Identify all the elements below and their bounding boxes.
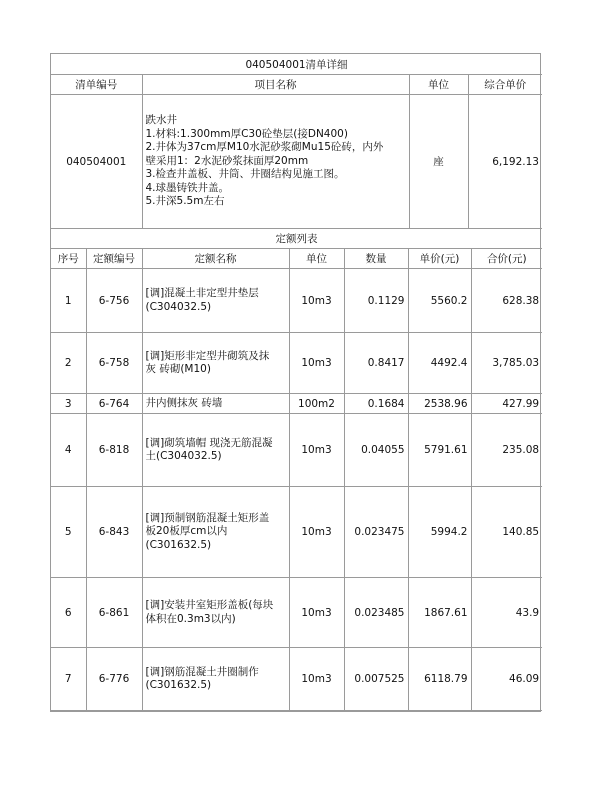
header-price: 综合单价 xyxy=(468,75,542,95)
sheet-title: 040504001清单详细 xyxy=(51,54,542,75)
quota-row xyxy=(51,414,542,487)
quota-table xyxy=(51,229,542,711)
quota-qty: 0.007525 xyxy=(344,648,408,711)
quota-row xyxy=(51,487,542,578)
quota-unit: 10m3 xyxy=(289,414,344,487)
desc-line: 1.材料:1.300mm厚C30砼垫层(接DN400) xyxy=(145,127,348,140)
quota-name-line: 井内侧抹灰 砖墙 xyxy=(145,396,223,409)
quota-name-line: [调]矩形非定型井砌筑及抹 xyxy=(145,349,270,362)
quota-total: 427.99 xyxy=(471,394,542,414)
quota-row xyxy=(51,269,542,333)
quota-seq: 7 xyxy=(51,648,86,711)
item-unit: 座 xyxy=(409,95,468,229)
quota-name-line: 体积在0.3m3以内) xyxy=(145,612,236,625)
bill-item-table xyxy=(51,54,542,229)
quota-unit: 10m3 xyxy=(289,578,344,648)
quota-seq: 3 xyxy=(51,394,86,414)
quota-unit-price: 5791.61 xyxy=(408,414,471,487)
quota-unit-price: 1867.61 xyxy=(408,578,471,648)
quota-name xyxy=(142,648,289,711)
quota-header-seq: 序号 xyxy=(51,249,86,269)
quota-qty: 0.1684 xyxy=(344,394,408,414)
quota-name xyxy=(142,394,289,414)
quota-code: 6-861 xyxy=(86,578,142,648)
quota-header-qty: 数量 xyxy=(344,249,408,269)
quota-total: 235.08 xyxy=(471,414,542,487)
quota-qty: 0.023475 xyxy=(344,487,408,578)
quota-code: 6-776 xyxy=(86,648,142,711)
quota-qty: 0.1129 xyxy=(344,269,408,333)
quota-total: 46.09 xyxy=(471,648,542,711)
header-name: 项目名称 xyxy=(142,75,409,95)
bill-header-row xyxy=(51,75,542,95)
quota-name-line: 板20板厚cm以内 xyxy=(145,525,228,538)
quota-row xyxy=(51,578,542,648)
quota-code: 6-756 xyxy=(86,269,142,333)
quota-unit-price: 2538.96 xyxy=(408,394,471,414)
quota-header-row xyxy=(51,249,542,269)
quota-name-line: [调]混凝土非定型井垫层 xyxy=(145,287,259,299)
quota-qty: 0.04055 xyxy=(344,414,408,487)
quota-total: 3,785.03 xyxy=(471,333,542,394)
quota-unit: 10m3 xyxy=(289,269,344,333)
desc-line: 壁采用1：2水泥砂浆抹面厚20mm xyxy=(145,154,309,167)
quota-code: 6-758 xyxy=(86,333,142,394)
quota-name-line: (C304032.5) xyxy=(145,300,212,313)
quota-title: 定额列表 xyxy=(51,229,542,249)
quota-name-line: 土(C304032.5) xyxy=(145,450,222,462)
quota-unit: 10m3 xyxy=(289,333,344,394)
quota-name-line: 灰 砖砌(M10) xyxy=(145,363,211,375)
quota-name-line: [调]钢筋混凝土井圈制作 xyxy=(145,665,259,678)
quota-header-unit-price: 单价(元) xyxy=(408,249,471,269)
quota-name-line: (C301632.5) xyxy=(145,538,212,551)
quota-seq: 2 xyxy=(51,333,86,394)
quota-code: 6-764 xyxy=(86,394,142,414)
quota-unit-price: 6118.79 xyxy=(408,648,471,711)
quota-total: 628.38 xyxy=(471,269,542,333)
quota-qty: 0.023485 xyxy=(344,578,408,648)
quota-row xyxy=(51,333,542,394)
quota-unit-price: 4492.4 xyxy=(408,333,471,394)
quota-seq: 4 xyxy=(51,414,86,487)
quota-header-total: 合价(元) xyxy=(471,249,542,269)
quota-seq: 5 xyxy=(51,487,86,578)
desc-line: 4.球墨铸铁井盖。 xyxy=(145,181,230,194)
item-price: 6,192.13 xyxy=(468,95,542,229)
quota-row xyxy=(51,394,542,414)
header-unit: 单位 xyxy=(409,75,468,95)
header-code: 清单编号 xyxy=(51,75,142,95)
quota-code: 6-818 xyxy=(86,414,142,487)
quota-name xyxy=(142,578,289,648)
desc-line: 2.井体为37cm厚M10水泥砂浆砌Mu15砼砖，内外 xyxy=(145,141,384,154)
quota-header-unit: 单位 xyxy=(289,249,344,269)
quota-header-name: 定额名称 xyxy=(142,249,289,269)
desc-line: 跌水井 xyxy=(145,114,177,127)
quota-unit: 10m3 xyxy=(289,648,344,711)
quota-name-line: [调]砌筑墙帽 现浇无筋混凝 xyxy=(145,436,273,449)
desc-line: 3.检查井盖板、井筒、井圈结构见施工图。 xyxy=(145,168,345,181)
quota-unit: 10m3 xyxy=(289,487,344,578)
quota-total: 43.9 xyxy=(471,578,542,648)
quota-code: 6-843 xyxy=(86,487,142,578)
quota-rows xyxy=(51,269,542,711)
bill-detail-sheet xyxy=(50,53,541,712)
item-description xyxy=(142,95,409,229)
bill-item-row xyxy=(51,95,542,229)
quota-unit: 100m2 xyxy=(289,394,344,414)
item-code: 040504001 xyxy=(51,95,142,229)
quota-seq: 6 xyxy=(51,578,86,648)
quota-header-code: 定额编号 xyxy=(86,249,142,269)
quota-name xyxy=(142,487,289,578)
desc-line: 5.井深5.5m左右 xyxy=(145,195,225,208)
quota-name-line: [调]预制钢筋混凝土矩形盖 xyxy=(145,511,270,524)
quota-row xyxy=(51,648,542,711)
quota-total: 140.85 xyxy=(471,487,542,578)
quota-name xyxy=(142,269,289,333)
quota-name xyxy=(142,414,289,487)
quota-seq: 1 xyxy=(51,269,86,333)
quota-name xyxy=(142,333,289,394)
quota-unit-price: 5560.2 xyxy=(408,269,471,333)
quota-qty: 0.8417 xyxy=(344,333,408,394)
quota-unit-price: 5994.2 xyxy=(408,487,471,578)
quota-name-line: (C301632.5) xyxy=(145,679,212,691)
quota-name-line: [调]安装井室矩形盖板(每块 xyxy=(145,599,274,611)
